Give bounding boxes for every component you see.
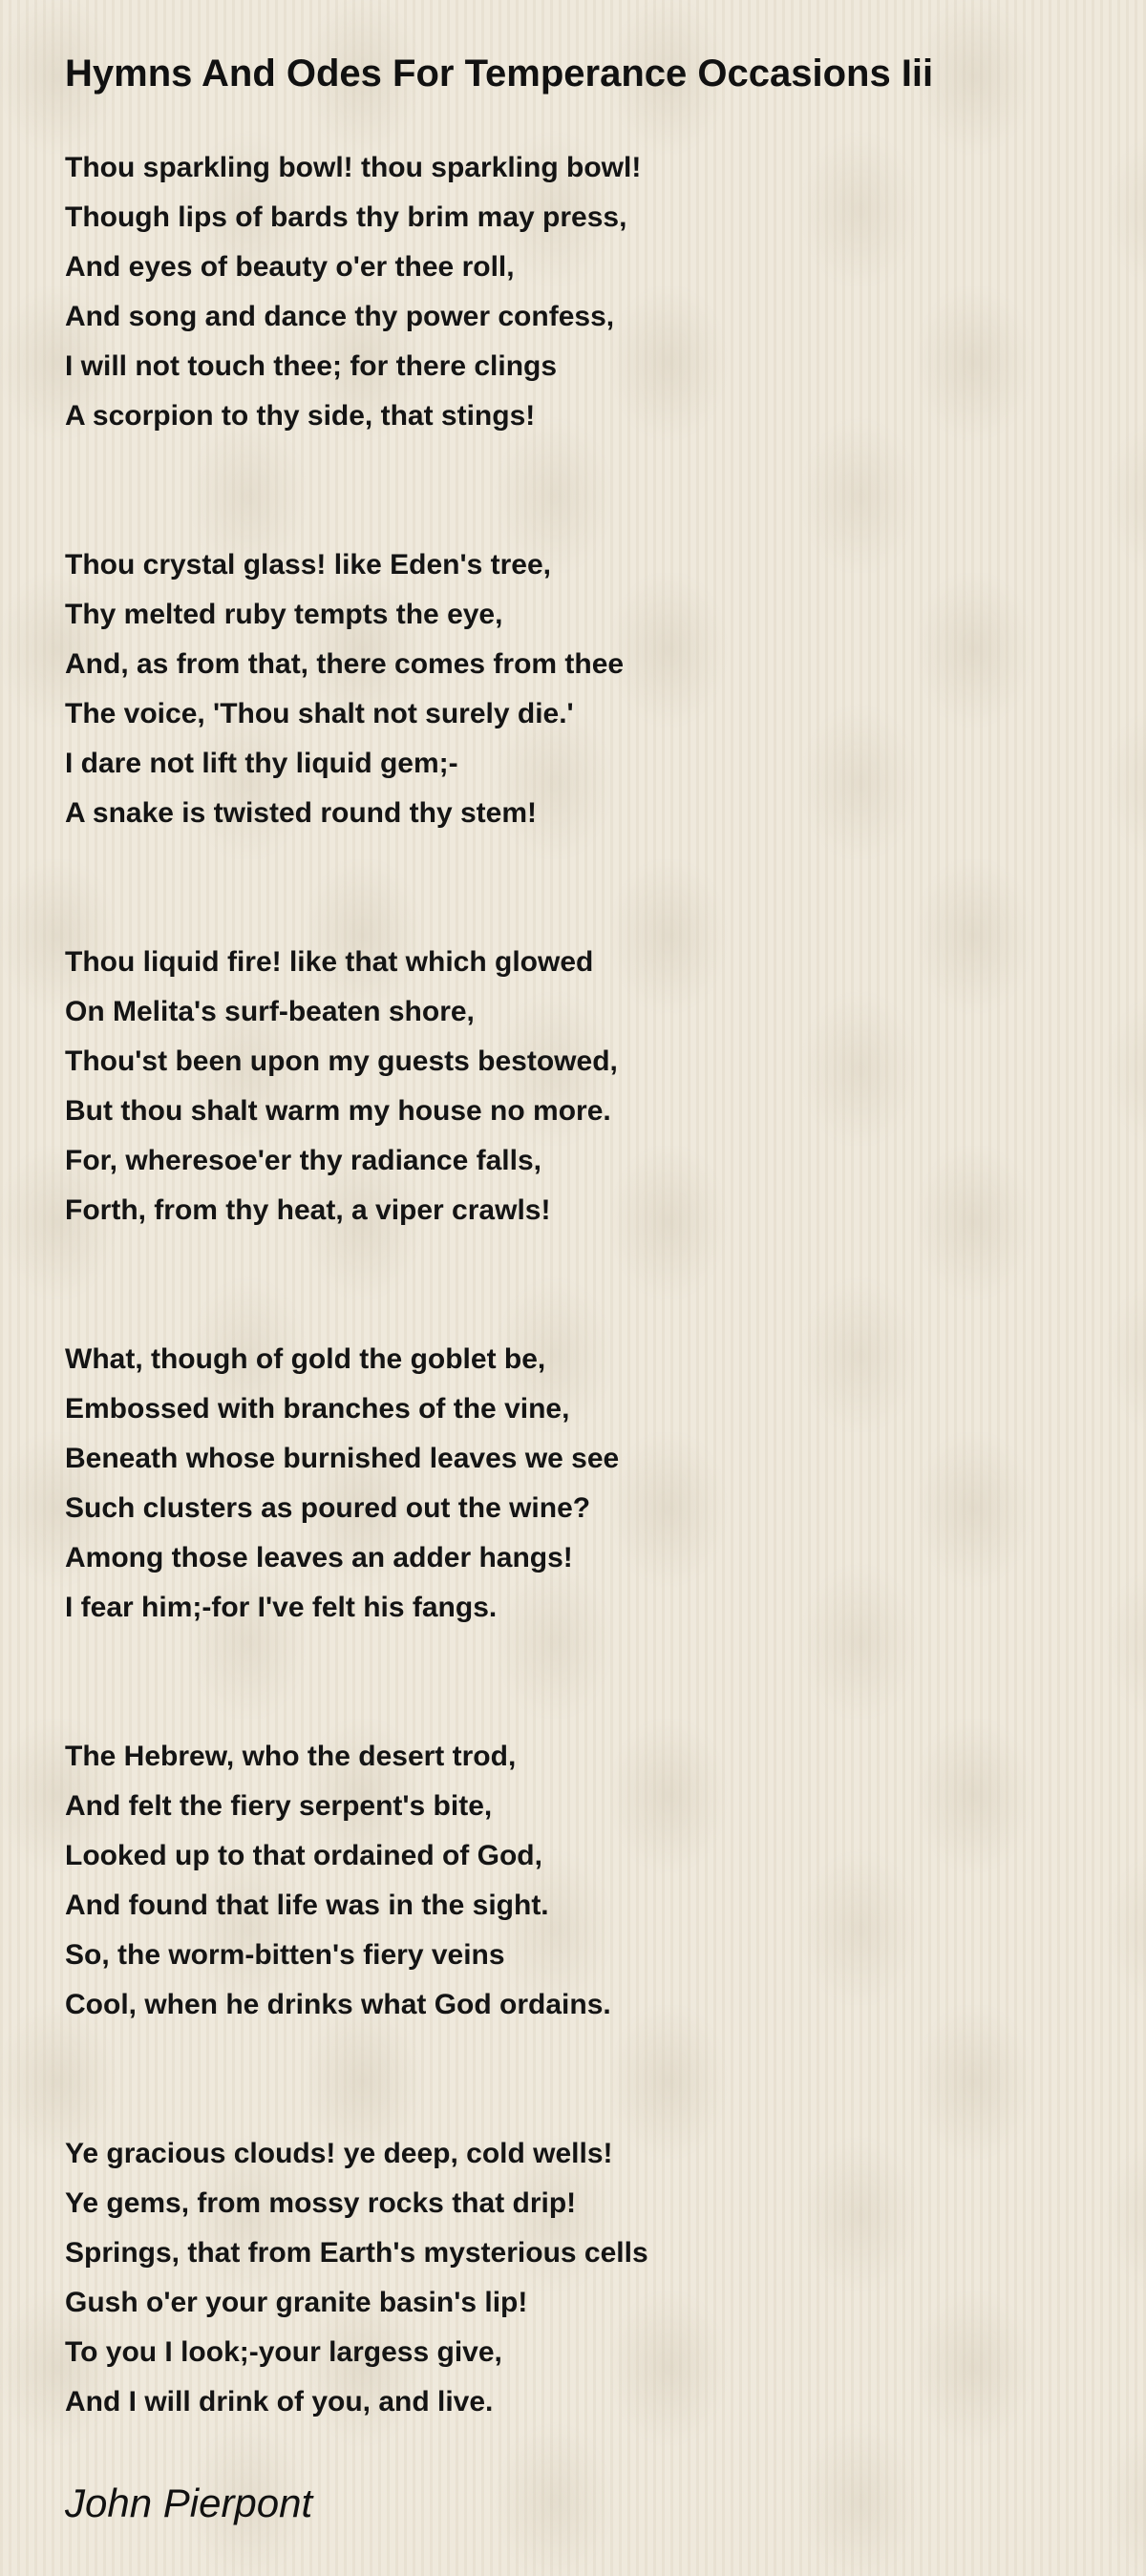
poem-line: Thou liquid fire! like that which glowed	[65, 946, 594, 978]
poem-title: Hymns And Odes For Temperance Occasions Iii	[65, 53, 934, 95]
poem-line: I fear him;-for I've felt his fangs.	[65, 1592, 498, 1623]
poem-line: Such clusters as poured out the wine?	[65, 1492, 591, 1524]
poem-author: John Pierpont	[65, 2481, 313, 2525]
poem-line: Thou sparkling bowl! thou sparkling bowl!	[65, 152, 642, 183]
stanza-4	[65, 1335, 1146, 1633]
poem-line: The Hebrew, who the desert trod,	[65, 1741, 517, 1772]
poem-line: A scorpion to thy side, that stings!	[65, 400, 536, 432]
stanza-5	[65, 1732, 1146, 2030]
poem-line: For, wheresoe'er thy radiance falls,	[65, 1145, 541, 1176]
poem-line: What, though of gold the goblet be,	[65, 1343, 546, 1375]
poem-line: I dare not lift thy liquid gem;-	[65, 748, 458, 779]
poem-line: Forth, from thy heat, a viper crawls!	[65, 1194, 551, 1226]
poem-line: To you I look;-your largess give,	[65, 2336, 502, 2368]
stanza-1	[65, 143, 1146, 441]
poem-line: And I will drink of you, and live.	[65, 2386, 494, 2418]
poem-line: But thou shalt warm my house no more.	[65, 1095, 611, 1127]
stanza-2	[65, 540, 1146, 838]
poem-line: Springs, that from Earth's mysterious cells	[65, 2237, 648, 2269]
poem-line: And song and dance thy power confess,	[65, 301, 615, 332]
poem-line: The voice, 'Thou shalt not surely die.'	[65, 698, 574, 729]
stanza-3	[65, 938, 1146, 1235]
stanza-6	[65, 2129, 1146, 2427]
poem-line: Ye gems, from mossy rocks that drip!	[65, 2187, 577, 2219]
poem-line: And eyes of beauty o'er thee roll,	[65, 251, 515, 283]
poem-line: Though lips of bards thy brim may press,	[65, 201, 627, 233]
poem-line: Embossed with branches of the vine,	[65, 1393, 570, 1425]
poem-line: Gush o'er your granite basin's lip!	[65, 2287, 528, 2318]
poem-body	[65, 143, 1146, 2427]
poem-line: So, the worm-bitten's fiery veins	[65, 1939, 505, 1971]
poem-line: Among those leaves an adder hangs!	[65, 1542, 573, 1573]
poem-line: A snake is twisted round thy stem!	[65, 797, 537, 829]
poem-line: I will not touch thee; for there clings	[65, 350, 558, 382]
poem-line: And found that life was in the sight.	[65, 1890, 549, 1921]
poem-line: And, as from that, there comes from thee	[65, 648, 625, 680]
poem-line: Ye gracious clouds! ye deep, cold wells!	[65, 2138, 613, 2169]
poem-line: Beneath whose burnished leaves we see	[65, 1443, 620, 1474]
poem-line: On Melita's surf-beaten shore,	[65, 996, 475, 1027]
poem-line: Cool, when he drinks what God ordains.	[65, 1989, 611, 2020]
poem-line: Thou'st been upon my guests bestowed,	[65, 1045, 618, 1077]
poem-line: Thou crystal glass! like Eden's tree,	[65, 549, 551, 581]
poem-line: And felt the fiery serpent's bite,	[65, 1790, 493, 1822]
poem-line: Thy melted ruby tempts the eye,	[65, 599, 503, 630]
poem-line: Looked up to that ordained of God,	[65, 1840, 542, 1871]
